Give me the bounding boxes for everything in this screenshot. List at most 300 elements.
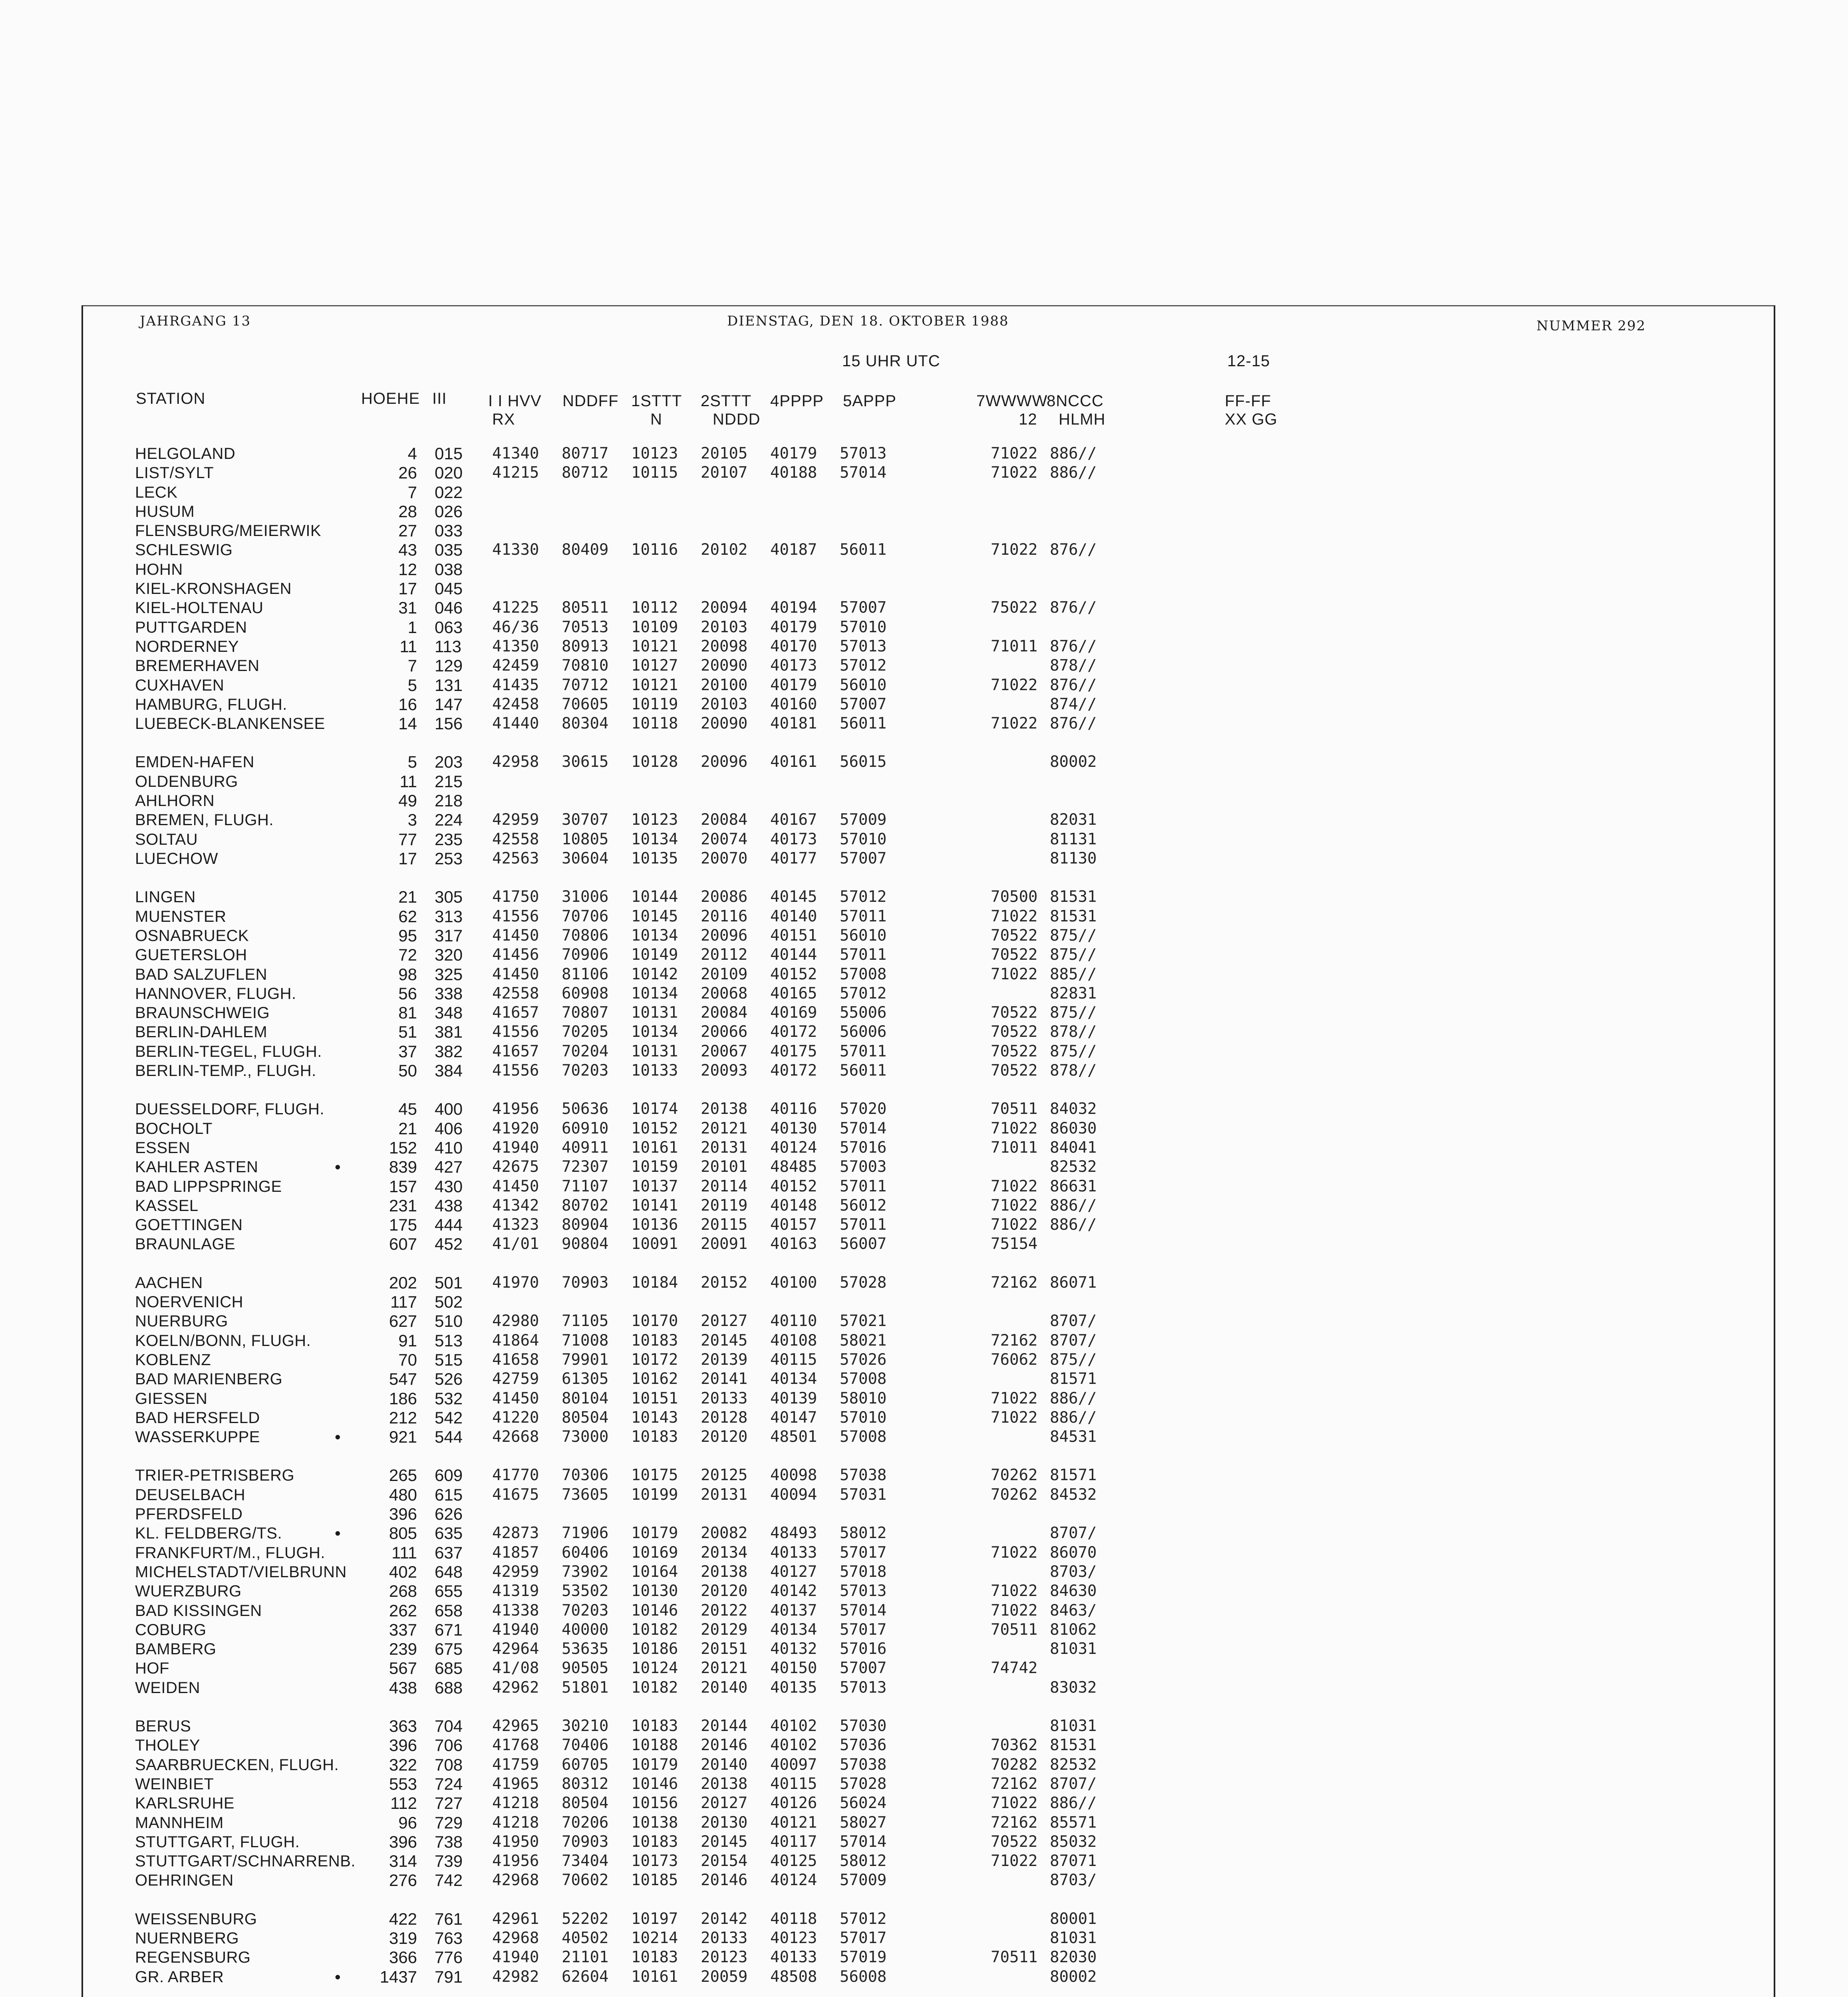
station-name: LIST/SYLT — [135, 464, 214, 482]
station-name: ESSEN — [135, 1139, 191, 1157]
station-number: 035 — [435, 540, 463, 559]
synop-group-2: 60705 — [562, 1756, 609, 1774]
synop-group-4: 20096 — [701, 753, 748, 771]
synop-group-4: 20090 — [701, 715, 748, 732]
station-number: 609 — [435, 1466, 463, 1485]
station-height: 3 — [407, 810, 417, 829]
station-height: 70 — [398, 1350, 417, 1369]
synop-group-6: 56010 — [840, 927, 887, 945]
synop-group-6: 57014 — [840, 1602, 887, 1620]
synop-group-8: 8463/ — [1050, 1602, 1097, 1620]
synop-group-7: 71022 — [991, 676, 1038, 694]
station-height: 111 — [391, 1543, 417, 1562]
station-name: NUERNBERG — [135, 1930, 239, 1947]
synop-group-5: 40110 — [770, 1312, 817, 1330]
table-row — [0, 1138, 1848, 1157]
station-number: 382 — [435, 1042, 463, 1061]
station-name: TRIER-PETRISBERG — [135, 1467, 295, 1484]
station-name: GOETTINGEN — [135, 1216, 243, 1234]
synop-group-4: 20074 — [701, 830, 748, 848]
synop-group-6: 56011 — [840, 715, 887, 732]
table-row — [0, 965, 1848, 984]
synop-group-8: 82532 — [1050, 1158, 1097, 1176]
station-number: 532 — [435, 1389, 463, 1408]
table-row — [0, 810, 1848, 830]
synop-group-7: 71022 — [991, 541, 1038, 559]
station-number: 430 — [435, 1177, 463, 1196]
station-number: 515 — [435, 1350, 463, 1369]
table-row — [0, 945, 1848, 965]
station-height: 37 — [398, 1042, 417, 1061]
station-height: 175 — [389, 1215, 417, 1234]
station-height: 81 — [398, 1003, 417, 1022]
synop-group-6: 57007 — [840, 695, 887, 713]
station-number: 427 — [435, 1157, 463, 1176]
synop-group-2: 80904 — [562, 1216, 609, 1234]
station-name: FRANKFURT/M., FLUGH. — [135, 1544, 325, 1562]
station-height: 95 — [398, 926, 417, 945]
synop-group-4: 20105 — [701, 445, 748, 463]
synop-group-3: 10182 — [631, 1679, 678, 1697]
synop-group-5: 40115 — [770, 1351, 817, 1369]
synop-group-4: 20116 — [701, 907, 748, 925]
station-height: 1437 — [380, 1967, 417, 1986]
synop-group-4: 20131 — [701, 1139, 748, 1157]
synop-group-5: 40115 — [770, 1775, 817, 1793]
synop-group-2: 51801 — [562, 1679, 609, 1697]
synop-group-3: 10136 — [631, 1216, 678, 1234]
synop-group-4: 20103 — [701, 695, 748, 713]
synop-group-7: 71022 — [991, 1602, 1038, 1620]
synop-group-1: 41956 — [492, 1100, 539, 1118]
synop-group-1: 42980 — [492, 1312, 539, 1330]
synop-group-5: 40117 — [770, 1833, 817, 1851]
synop-group-5: 40165 — [770, 985, 817, 1002]
table-row — [0, 887, 1848, 907]
synop-group-6: 57009 — [840, 811, 887, 829]
table-row — [0, 1022, 1848, 1042]
station-height: 239 — [389, 1640, 417, 1658]
table-row — [0, 1235, 1848, 1254]
station-number: 015 — [435, 444, 463, 463]
station-name: BRAUNLAGE — [135, 1235, 236, 1253]
synop-group-4: 20139 — [701, 1351, 748, 1369]
synop-group-4: 20120 — [701, 1582, 748, 1600]
synop-group-5: 40132 — [770, 1640, 817, 1658]
table-row — [0, 598, 1848, 617]
station-height: 553 — [389, 1775, 417, 1793]
synop-group-1: 41657 — [492, 1004, 539, 1022]
synop-group-8: 875// — [1050, 1351, 1097, 1369]
station-number: 526 — [435, 1370, 463, 1388]
synop-group-5: 40124 — [770, 1871, 817, 1889]
station-height: 49 — [398, 791, 417, 810]
synop-group-7: 72162 — [991, 1274, 1038, 1292]
synop-group-5: 40140 — [770, 907, 817, 925]
synop-group-4: 20125 — [701, 1466, 748, 1484]
synop-group-8: 81571 — [1050, 1370, 1097, 1388]
station-height: 21 — [398, 1119, 417, 1138]
synop-group-3: 10134 — [631, 1023, 678, 1041]
station-name: PUTTGARDEN — [135, 619, 247, 636]
station-number: 688 — [435, 1678, 463, 1697]
table-row — [0, 1100, 1848, 1119]
station-number: 215 — [435, 772, 463, 791]
synop-group-8: 81531 — [1050, 907, 1097, 925]
synop-group-7: 75022 — [991, 599, 1038, 617]
synop-group-5: 40148 — [770, 1197, 817, 1215]
synop-group-6: 57036 — [840, 1736, 887, 1754]
station-number: 724 — [435, 1775, 463, 1793]
synop-group-6: 57012 — [840, 657, 887, 675]
synop-group-2: 70513 — [562, 618, 609, 636]
synop-group-2: 40000 — [562, 1621, 609, 1639]
synop-group-8: 8703/ — [1050, 1871, 1097, 1889]
station-height: 839 — [389, 1157, 417, 1176]
station-name: REGENSBURG — [135, 1949, 251, 1966]
synop-group-4: 20144 — [701, 1717, 748, 1735]
station-name: STUTTGART/SCHNARRENB. — [135, 1852, 356, 1870]
station-name: DUESSELDORF, FLUGH. — [135, 1100, 325, 1118]
station-name: SCHLESWIG — [135, 541, 233, 559]
synop-group-4: 20122 — [701, 1602, 748, 1620]
synop-group-5: 40108 — [770, 1332, 817, 1350]
synop-group-5: 40145 — [770, 888, 817, 906]
table-row — [0, 1157, 1848, 1177]
synop-group-7: 72162 — [991, 1332, 1038, 1350]
synop-group-2: 21101 — [562, 1948, 609, 1966]
synop-group-8: 81531 — [1050, 888, 1097, 906]
station-height: 91 — [398, 1331, 417, 1350]
station-name: WASSERKUPPE — [135, 1428, 260, 1446]
synop-group-8: 878// — [1050, 1023, 1097, 1041]
table-row — [0, 1736, 1848, 1755]
station-name: MUENSTER — [135, 908, 227, 925]
nummer-label: NUMMER 292 — [1536, 318, 1646, 334]
synop-group-5: 40172 — [770, 1023, 817, 1041]
synop-group-2: 70605 — [562, 695, 609, 713]
synop-group-3: 10123 — [631, 445, 678, 463]
station-number: 224 — [435, 810, 463, 829]
table-row — [0, 1871, 1848, 1890]
table-row — [0, 1177, 1848, 1196]
synop-group-1: 42964 — [492, 1640, 539, 1658]
date-label: DIENSTAG, DEN 18. OKTOBER 1988 — [727, 313, 1009, 329]
synop-group-4: 20059 — [701, 1968, 748, 1986]
synop-group-6: 56015 — [840, 753, 887, 771]
synop-group-3: 10091 — [631, 1235, 678, 1253]
synop-group-5: 40094 — [770, 1486, 817, 1504]
station-height: 7 — [407, 656, 417, 675]
synop-group-3: 10116 — [631, 541, 678, 559]
station-name: THOLEY — [135, 1737, 201, 1754]
station-height: 45 — [398, 1100, 417, 1118]
synop-group-6: 55006 — [840, 1004, 887, 1022]
station-name: AHLHORN — [135, 792, 215, 810]
table-row — [0, 1659, 1848, 1678]
synop-group-8: 84041 — [1050, 1139, 1097, 1157]
station-height: 396 — [389, 1832, 417, 1851]
synop-group-3: 10199 — [631, 1486, 678, 1504]
synop-group-3: 10130 — [631, 1582, 678, 1600]
synop-group-5: 40152 — [770, 965, 817, 983]
col-g3b: N — [650, 411, 662, 428]
station-name: WEISSENBURG — [135, 1910, 257, 1928]
station-number: 648 — [435, 1562, 463, 1581]
synop-group-3: 10183 — [631, 1332, 678, 1350]
table-row — [0, 984, 1848, 1003]
synop-group-8: 878// — [1050, 657, 1097, 675]
synop-group-6: 57016 — [840, 1139, 887, 1157]
synop-group-4: 20138 — [701, 1775, 748, 1793]
station-name: GUETERSLOH — [135, 946, 247, 964]
table-row — [0, 1640, 1848, 1659]
station-name: BAD KISSINGEN — [135, 1602, 262, 1620]
synop-group-8: 81062 — [1050, 1621, 1097, 1639]
synop-group-8: 886// — [1050, 1409, 1097, 1427]
synop-group-1: 42982 — [492, 1968, 539, 1986]
col-g8b: HLMH — [1059, 411, 1106, 428]
synop-group-6: 57007 — [840, 850, 887, 867]
station-height: 202 — [389, 1273, 417, 1292]
station-height: 98 — [398, 965, 417, 984]
mountain-marker: • — [335, 1967, 341, 1986]
synop-group-4: 20123 — [701, 1948, 748, 1966]
synop-group-2: 90505 — [562, 1659, 609, 1677]
synop-group-6: 57011 — [840, 1216, 887, 1234]
station-height: 314 — [389, 1852, 417, 1870]
station-number: 381 — [435, 1022, 463, 1041]
station-name: LINGEN — [135, 888, 196, 906]
synop-group-5: 40121 — [770, 1814, 817, 1832]
synop-group-7: 70511 — [991, 1621, 1038, 1639]
synop-group-7: 70522 — [991, 1023, 1038, 1041]
station-number: 131 — [435, 676, 463, 695]
synop-group-8: 85032 — [1050, 1833, 1097, 1851]
table-row — [0, 618, 1848, 637]
station-number: 235 — [435, 830, 463, 849]
station-name: HANNOVER, FLUGH. — [135, 985, 296, 1002]
synop-group-5: 40151 — [770, 927, 817, 945]
synop-group-5: 40097 — [770, 1756, 817, 1774]
synop-group-1: 41/01 — [492, 1235, 539, 1253]
synop-group-4: 20127 — [701, 1794, 748, 1812]
synop-group-1: 42759 — [492, 1370, 539, 1388]
synop-group-8: 878// — [1050, 1062, 1097, 1080]
station-name: CUXHAVEN — [135, 677, 225, 694]
synop-group-5: 40135 — [770, 1679, 817, 1697]
synop-group-4: 20145 — [701, 1332, 748, 1350]
synop-group-4: 20138 — [701, 1563, 748, 1581]
synop-group-3: 10159 — [631, 1158, 678, 1176]
synop-group-7: 70522 — [991, 1062, 1038, 1080]
synop-group-7: 70522 — [991, 1004, 1038, 1022]
synop-group-5: 40175 — [770, 1042, 817, 1060]
synop-group-2: 70203 — [562, 1062, 609, 1080]
synop-group-4: 20130 — [701, 1814, 748, 1832]
synop-group-8: 886// — [1050, 445, 1097, 463]
synop-group-6: 56006 — [840, 1023, 887, 1041]
synop-group-3: 10123 — [631, 811, 678, 829]
synop-group-4: 20154 — [701, 1852, 748, 1870]
station-name: COBURG — [135, 1621, 207, 1639]
station-number: 020 — [435, 463, 463, 482]
table-row — [0, 1370, 1848, 1389]
synop-group-3: 10109 — [631, 618, 678, 636]
synop-group-7: 71022 — [991, 1197, 1038, 1215]
synop-group-4: 20129 — [701, 1621, 748, 1639]
synop-group-8: 8707/ — [1050, 1524, 1097, 1542]
station-height: 62 — [398, 907, 417, 926]
synop-group-3: 10164 — [631, 1563, 678, 1581]
station-number: 738 — [435, 1832, 463, 1851]
table-row — [0, 1717, 1848, 1736]
synop-group-3: 10174 — [631, 1100, 678, 1118]
synop-group-5: 40133 — [770, 1948, 817, 1966]
synop-group-1: 41450 — [492, 927, 539, 945]
station-name: MANNHEIM — [135, 1814, 224, 1832]
synop-group-2: 31006 — [562, 888, 609, 906]
synop-group-1: 41965 — [492, 1775, 539, 1793]
station-height: 438 — [389, 1678, 417, 1697]
synop-group-8: 886// — [1050, 1197, 1097, 1215]
synop-group-6: 56008 — [840, 1968, 887, 1986]
synop-group-5: 40137 — [770, 1602, 817, 1620]
synop-group-3: 10146 — [631, 1775, 678, 1793]
synop-group-3: 10188 — [631, 1736, 678, 1754]
table-row — [0, 1775, 1848, 1794]
synop-group-6: 57013 — [840, 637, 887, 655]
synop-group-1: 41940 — [492, 1139, 539, 1157]
synop-group-4: 20120 — [701, 1428, 748, 1446]
station-height: 152 — [389, 1138, 417, 1157]
station-name: HELGOLAND — [135, 445, 236, 463]
synop-group-8: 886// — [1050, 1794, 1097, 1812]
synop-group-4: 20119 — [701, 1197, 748, 1215]
synop-group-4: 20090 — [701, 657, 748, 675]
synop-group-2: 10805 — [562, 830, 609, 848]
station-height: 112 — [390, 1794, 417, 1812]
synop-group-1: 41218 — [492, 1814, 539, 1832]
table-row — [0, 483, 1848, 502]
synop-group-4: 20138 — [701, 1100, 748, 1118]
station-name: BERLIN-TEMP., FLUGH. — [135, 1062, 316, 1080]
table-row — [0, 1331, 1848, 1350]
station-height: 186 — [389, 1389, 417, 1408]
table-row — [0, 1620, 1848, 1640]
synop-group-3: 10118 — [631, 715, 678, 732]
table-row — [0, 1119, 1848, 1138]
synop-group-1: 41658 — [492, 1351, 539, 1369]
synop-group-6: 57010 — [840, 830, 887, 848]
station-height: 96 — [398, 1813, 417, 1832]
station-name: NOERVENICH — [135, 1293, 243, 1311]
table-row — [0, 1003, 1848, 1022]
synop-group-2: 80504 — [562, 1794, 609, 1812]
synop-group-5: 40157 — [770, 1216, 817, 1234]
synop-group-1: 41450 — [492, 1177, 539, 1195]
synop-group-8: 86071 — [1050, 1274, 1097, 1292]
synop-group-5: 48508 — [770, 1968, 817, 1986]
synop-group-1: 41/08 — [492, 1659, 539, 1677]
station-number: 544 — [435, 1427, 463, 1446]
synop-group-5: 40150 — [770, 1659, 817, 1677]
synop-group-8: 80001 — [1050, 1910, 1097, 1928]
station-number: 113 — [435, 637, 461, 656]
synop-group-1: 41768 — [492, 1736, 539, 1754]
synop-group-3: 10133 — [631, 1062, 678, 1080]
table-row — [0, 502, 1848, 521]
synop-group-6: 56024 — [840, 1794, 887, 1812]
table-row — [0, 676, 1848, 695]
range-label: 12-15 — [1227, 352, 1270, 370]
synop-group-6: 57011 — [840, 946, 887, 964]
synop-group-1: 42558 — [492, 985, 539, 1002]
synop-group-1: 42873 — [492, 1524, 539, 1542]
station-name: HAMBURG, FLUGH. — [135, 696, 287, 713]
station-height: 402 — [389, 1562, 417, 1581]
synop-group-5: 40100 — [770, 1274, 817, 1292]
synop-group-6: 57014 — [840, 1120, 887, 1137]
table-row — [0, 926, 1848, 945]
station-name: LUEBECK-BLANKENSEE — [135, 715, 325, 732]
synop-group-7: 71022 — [991, 1852, 1038, 1870]
synop-group-3: 10134 — [631, 985, 678, 1002]
synop-group-8: 876// — [1050, 676, 1097, 694]
synop-group-2: 73605 — [562, 1486, 609, 1504]
table-row — [0, 1524, 1848, 1543]
station-height: 31 — [398, 598, 417, 617]
synop-group-8: 875// — [1050, 1042, 1097, 1060]
synop-group-1: 42959 — [492, 811, 539, 829]
synop-group-7: 75154 — [991, 1235, 1038, 1253]
station-height: 28 — [398, 502, 417, 521]
station-height: 212 — [389, 1408, 417, 1427]
synop-group-8: 86070 — [1050, 1544, 1097, 1562]
station-number: 452 — [435, 1235, 463, 1253]
station-name: BERUS — [135, 1717, 191, 1735]
synop-group-5: 40160 — [770, 695, 817, 713]
synop-group-6: 57012 — [840, 888, 887, 906]
synop-group-2: 70807 — [562, 1004, 609, 1022]
station-name: BAD MARIENBERG — [135, 1370, 283, 1388]
station-name: BAD LIPPSPRINGE — [135, 1178, 282, 1195]
synop-group-1: 41342 — [492, 1197, 539, 1215]
synop-group-5: 40123 — [770, 1929, 817, 1947]
synop-group-4: 20067 — [701, 1042, 748, 1060]
station-name: PFERDSFELD — [135, 1505, 243, 1523]
synop-group-2: 72307 — [562, 1158, 609, 1176]
table-row — [0, 1562, 1848, 1582]
synop-group-8: 81031 — [1050, 1717, 1097, 1735]
synop-group-8: 8707/ — [1050, 1332, 1097, 1350]
col-xx: XX GG — [1225, 411, 1278, 428]
synop-group-4: 20109 — [701, 965, 748, 983]
station-name: AACHEN — [135, 1274, 203, 1292]
synop-group-5: 40181 — [770, 715, 817, 732]
synop-group-2: 52202 — [562, 1910, 609, 1928]
table-row — [0, 1273, 1848, 1292]
col-g2: NDDFF — [562, 392, 619, 410]
synop-group-2: 80712 — [562, 464, 609, 482]
station-name: BAD SALZUFLEN — [135, 966, 268, 983]
synop-group-6: 57009 — [840, 1871, 887, 1889]
synop-group-3: 10134 — [631, 830, 678, 848]
station-number: 026 — [435, 502, 463, 521]
station-height: 567 — [389, 1659, 417, 1677]
synop-group-2: 30707 — [562, 811, 609, 829]
station-height: 268 — [389, 1582, 417, 1600]
